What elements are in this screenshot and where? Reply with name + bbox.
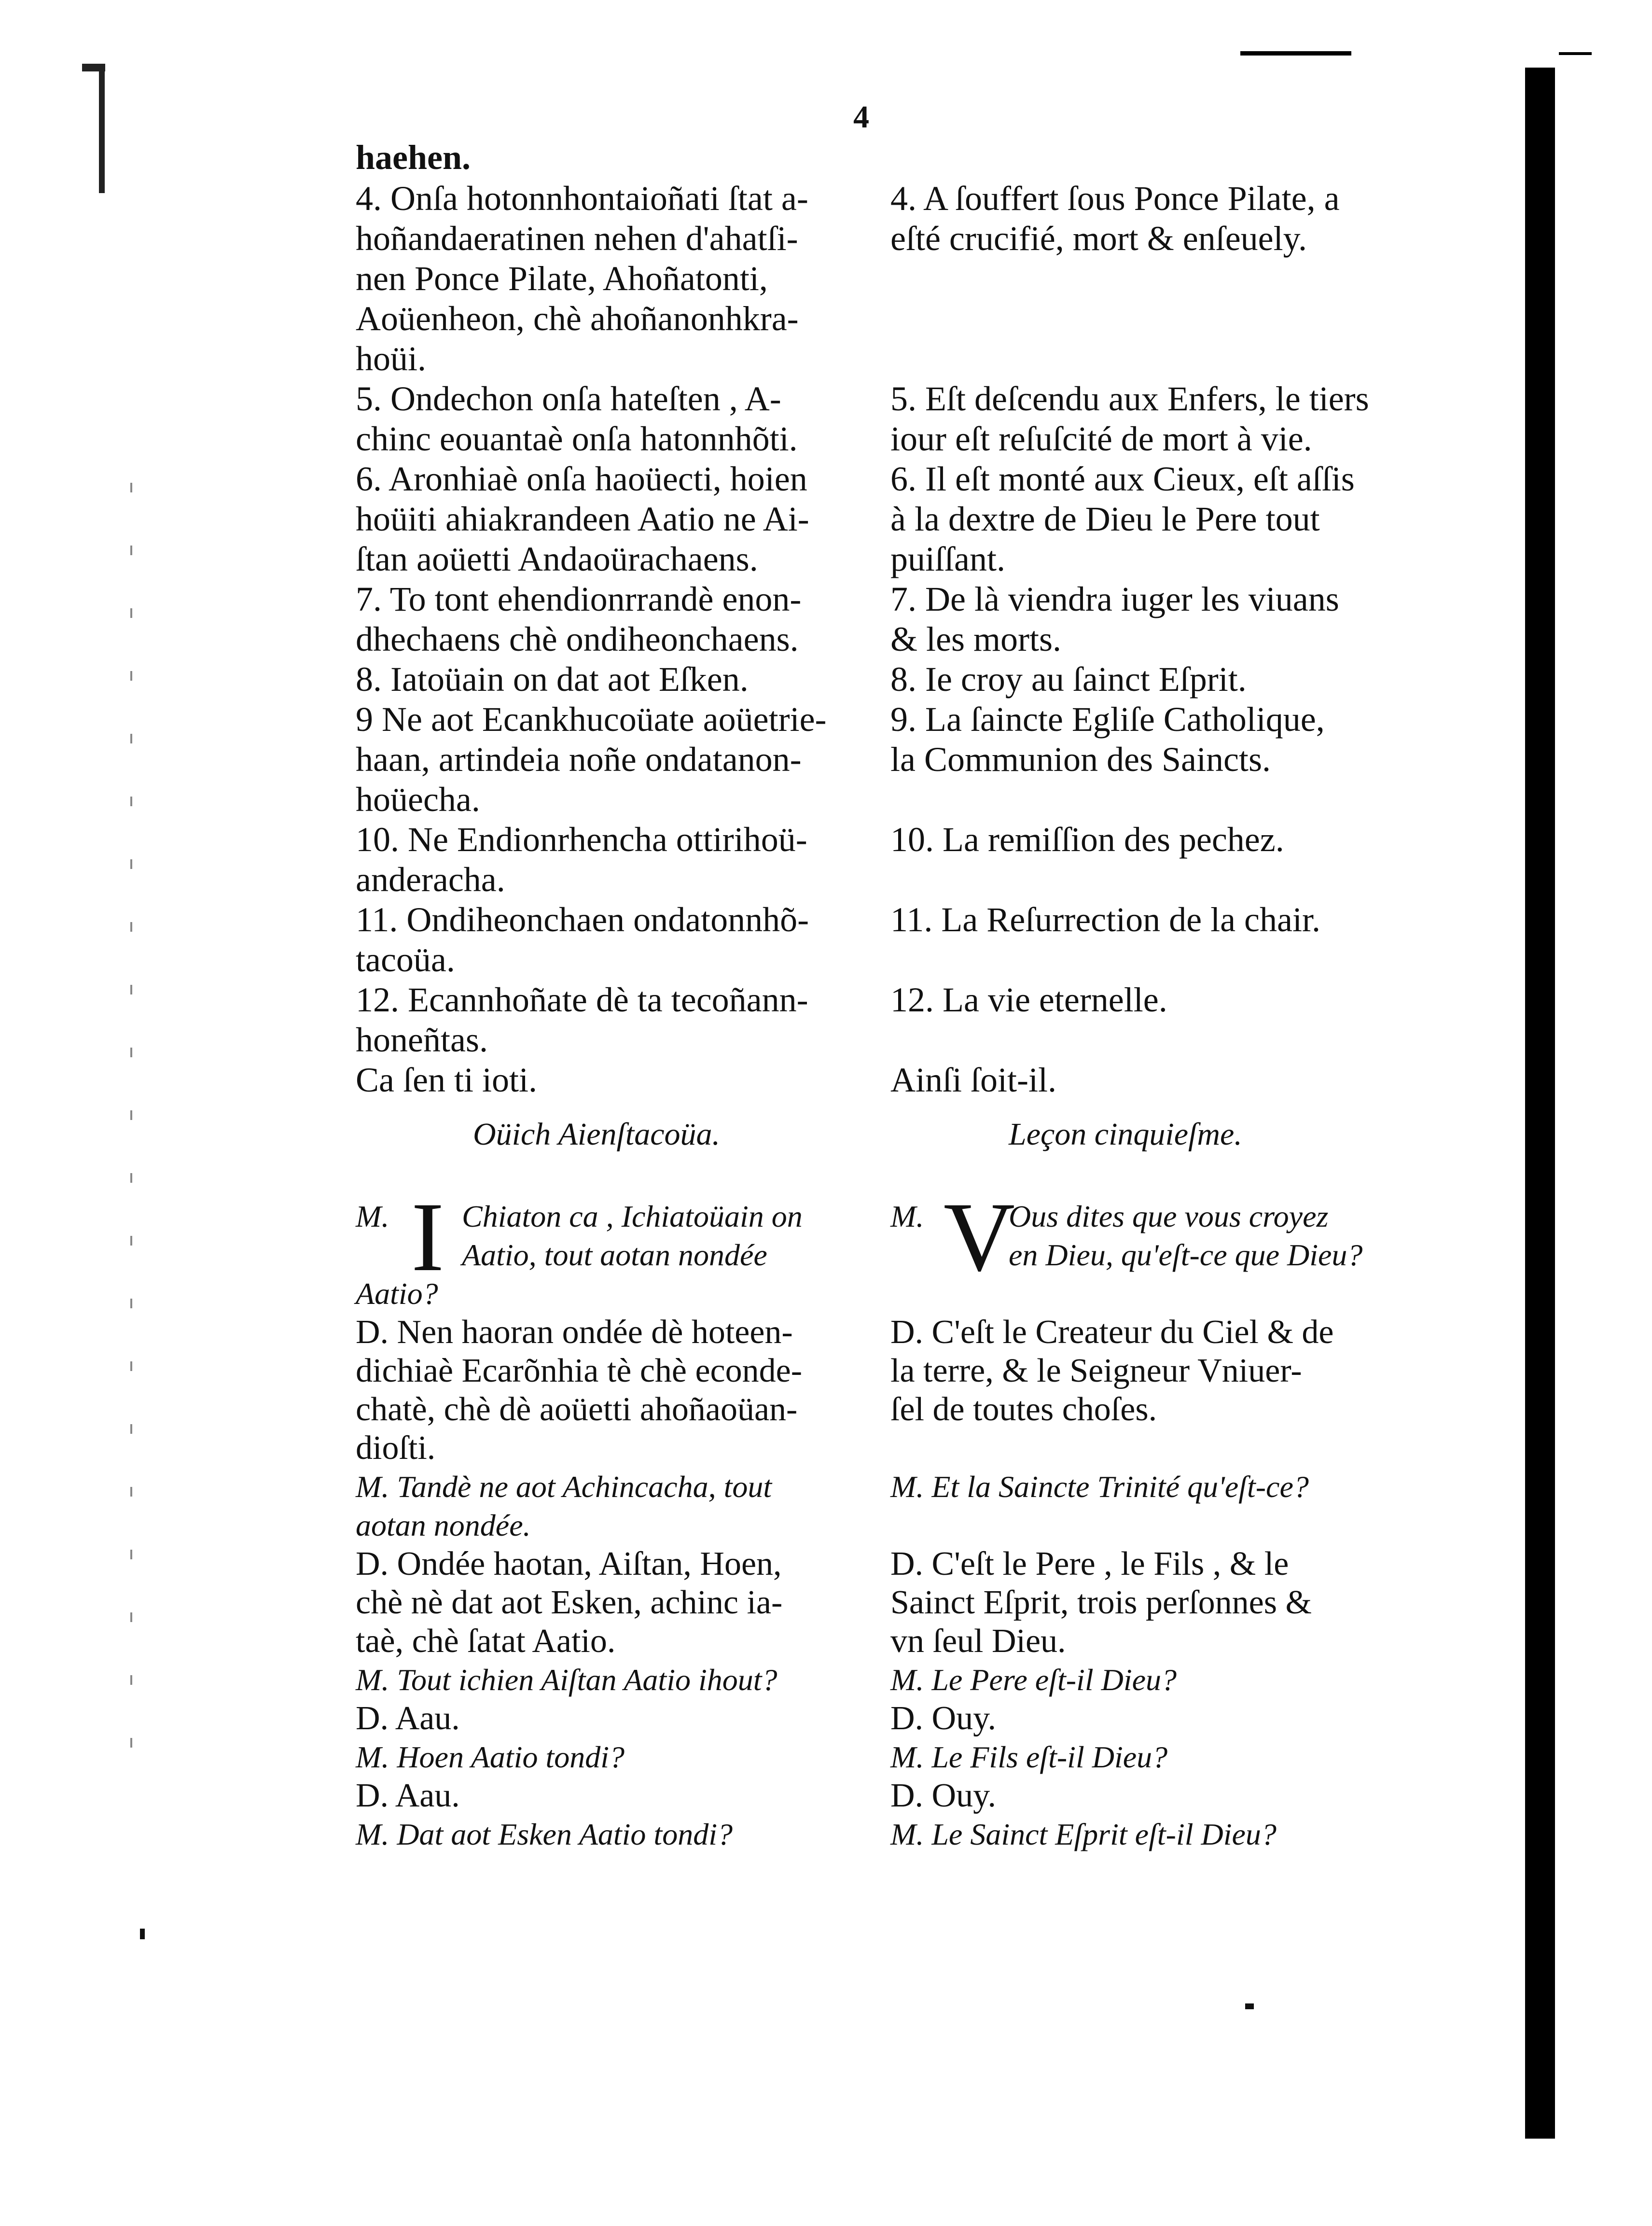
creed-line: Ainſi ſoit-il. [890, 1061, 1057, 1099]
drop-cap: V [944, 1182, 1015, 1292]
creed-line: 10. Ne Endionrhencha ottirihoü- [356, 820, 807, 859]
creed-line: 4. Onſa hotonnhontaioñati ſtat a- [356, 179, 808, 218]
creed-line: 9. La ſaincte Egliſe Catholique, [890, 700, 1325, 739]
creed-line: haehen. [356, 138, 471, 177]
creed-line: 8. Ie croy au ſainct Eſprit. [890, 660, 1247, 699]
dialogue-line: D. Aau. [356, 1700, 460, 1737]
left-margin-mark-top [82, 64, 105, 71]
creed-line: Ca ſen ti ioti. [356, 1061, 537, 1099]
speaker-label: M. [356, 1199, 389, 1233]
dialogue-line: Chiaton ca , Ichiatoüain on [462, 1199, 803, 1233]
creed-line: iour eſt reſuſcité de mort à vie. [890, 420, 1312, 458]
dialogue-line: M. Le Fils eſt-il Dieu? [890, 1740, 1168, 1774]
dialogue-line: D. C'eſt le Createur du Ciel & de [890, 1314, 1334, 1351]
creed-line: 5. Eſt deſcendu aux Enfers, le tiers [890, 379, 1369, 418]
creed-line: 4. A ſouffert ſous Ponce Pilate, a [890, 179, 1340, 218]
top-rule-right [1559, 52, 1592, 55]
dialogue-line: Sainct Eſprit, trois perſonnes & [890, 1584, 1312, 1621]
creed-line: & les morts. [890, 620, 1061, 658]
dialogue-wendat [356, 1182, 860, 1878]
creed-line: 11. Ondiheonchaen ondatonnhõ- [356, 900, 809, 939]
creed-line: 5. Ondechon onſa hateſten , A- [356, 379, 781, 418]
creed-line: 10. La remiſſion des pechez. [890, 820, 1284, 859]
dialogue-line: M. Tout ichien Aiſtan Aatio ihout? [356, 1663, 777, 1697]
left-margin-dots [130, 483, 132, 1786]
dialogue-line: dioſti. [356, 1429, 436, 1467]
creed-line: anderacha. [356, 860, 505, 899]
creed-line: puiſſant. [890, 540, 1005, 578]
lesson-heading-french: Leçon cinquieſme. [1009, 1117, 1242, 1152]
dialogue-line: Aatio, tout aotan nondée [462, 1238, 767, 1272]
page-number: 4 [853, 99, 869, 135]
creed-line: 8. Iatoüain on dat aot Eſken. [356, 660, 749, 699]
dialogue-line: aotan nondée. [356, 1508, 531, 1542]
dialogue-line: en Dieu, qu'eſt-ce que Dieu? [1009, 1238, 1363, 1272]
creed-line: 12. Ecannhoñate dè ta tecoñann- [356, 980, 808, 1019]
dialogue-line: D. Ouy. [890, 1777, 997, 1814]
creed-line: 6. Il eſt monté aux Cieux, eſt aſſis [890, 460, 1355, 498]
creed-line: nen Ponce Pilate, Ahoñatonti, [356, 259, 768, 298]
creed-line: chinc eouantaè onſa hatonnhõti. [356, 420, 798, 458]
dialogue-line: Ous dites que vous croyez [1009, 1199, 1329, 1233]
speaker-label: M. [890, 1199, 924, 1233]
dialogue-line: M. Hoen Aatio tondi? [356, 1740, 625, 1774]
creed-line: dhechaens chè ondiheonchaens. [356, 620, 799, 658]
creed-line: haan, artindeia noñe ondatanon- [356, 740, 802, 779]
page-edge-shadow [1525, 68, 1555, 2139]
drop-cap: I [411, 1182, 444, 1292]
creed-line: Aoüenheon, chè ahoñanonhkra- [356, 299, 799, 338]
creed-line: eſté crucifié, mort & enſeuely. [890, 219, 1307, 258]
lesson-heading-wendat: Oüich Aienſtacoüa. [473, 1117, 721, 1152]
creed-line: tacoüa. [356, 940, 455, 979]
dialogue-line: dichiaè Ecarõnhia tè chè econde- [356, 1352, 803, 1389]
scan-speck [1245, 2003, 1254, 2009]
dialogue-line: chatè, chè dè aoüetti ahoñaoüan- [356, 1391, 798, 1428]
creed-line: 7. De là viendra iuger les viuans [890, 580, 1339, 618]
creed-line: hoñandaeratinen nehen d'ahatſi- [356, 219, 798, 258]
dialogue-line: la terre, & le Seigneur Vniuer- [890, 1352, 1302, 1389]
dialogue-line: M. Dat aot Esken Aatio tondi? [356, 1817, 733, 1851]
top-rule [1240, 51, 1351, 56]
dialogue-line: M. Le Sainct Eſprit eſt-il Dieu? [890, 1817, 1277, 1851]
creed-line: ſtan aoüetti Andaoürachaens. [356, 540, 758, 578]
dialogue-line: vn ſeul Dieu. [890, 1623, 1066, 1660]
dialogue-line: D. Aau. [356, 1777, 460, 1814]
creed-line: honeñtas. [356, 1021, 488, 1059]
left-margin-mark [99, 68, 105, 193]
dialogue-line: M. Le Pere eſt-il Dieu? [890, 1663, 1177, 1697]
creed-line: à la dextre de Dieu le Pere tout [890, 500, 1320, 538]
creed-line: hoüecha. [356, 780, 480, 819]
creed-line: hoüiti ahiakrandeen Aatio ne Ai- [356, 500, 809, 538]
dialogue-line: Aatio? [356, 1276, 438, 1311]
dialogue-line: D. Ondée haotan, Aiſtan, Hoen, [356, 1545, 782, 1582]
dialogue-line: D. C'eſt le Pere , le Fils , & le [890, 1545, 1289, 1582]
dialogue-line: D. Nen haoran ondée dè hoteen- [356, 1314, 793, 1351]
dialogue-line: M. Tandè ne aot Achincacha, tout [356, 1470, 772, 1504]
dialogue-line: taè, chè ſatat Aatio. [356, 1623, 616, 1660]
dialogue-line: chè nè dat aot Esken, achinc ia- [356, 1584, 783, 1621]
creed-line: hoüi. [356, 339, 427, 378]
creed-line: 11. La Reſurrection de la chair. [890, 900, 1320, 939]
dialogue-line: D. Ouy. [890, 1700, 997, 1737]
dialogue-line: ſel de toutes choſes. [890, 1391, 1157, 1428]
scan-speck [140, 1929, 145, 1939]
dialogue-french [890, 1182, 1407, 1878]
creed-line: 7. To tont ehendionrrandè enon- [356, 580, 802, 618]
creed-line: la Communion des Saincts. [890, 740, 1271, 779]
creed-line: 12. La vie eternelle. [890, 980, 1167, 1019]
creed-line: 6. Aronhiaè onſa haoüecti, hoien [356, 460, 807, 498]
creed-line: 9 Ne aot Ecankhucoüate aoüetrie- [356, 700, 827, 739]
dialogue-line: M. Et la Saincte Trinité qu'eſt-ce? [890, 1470, 1309, 1504]
